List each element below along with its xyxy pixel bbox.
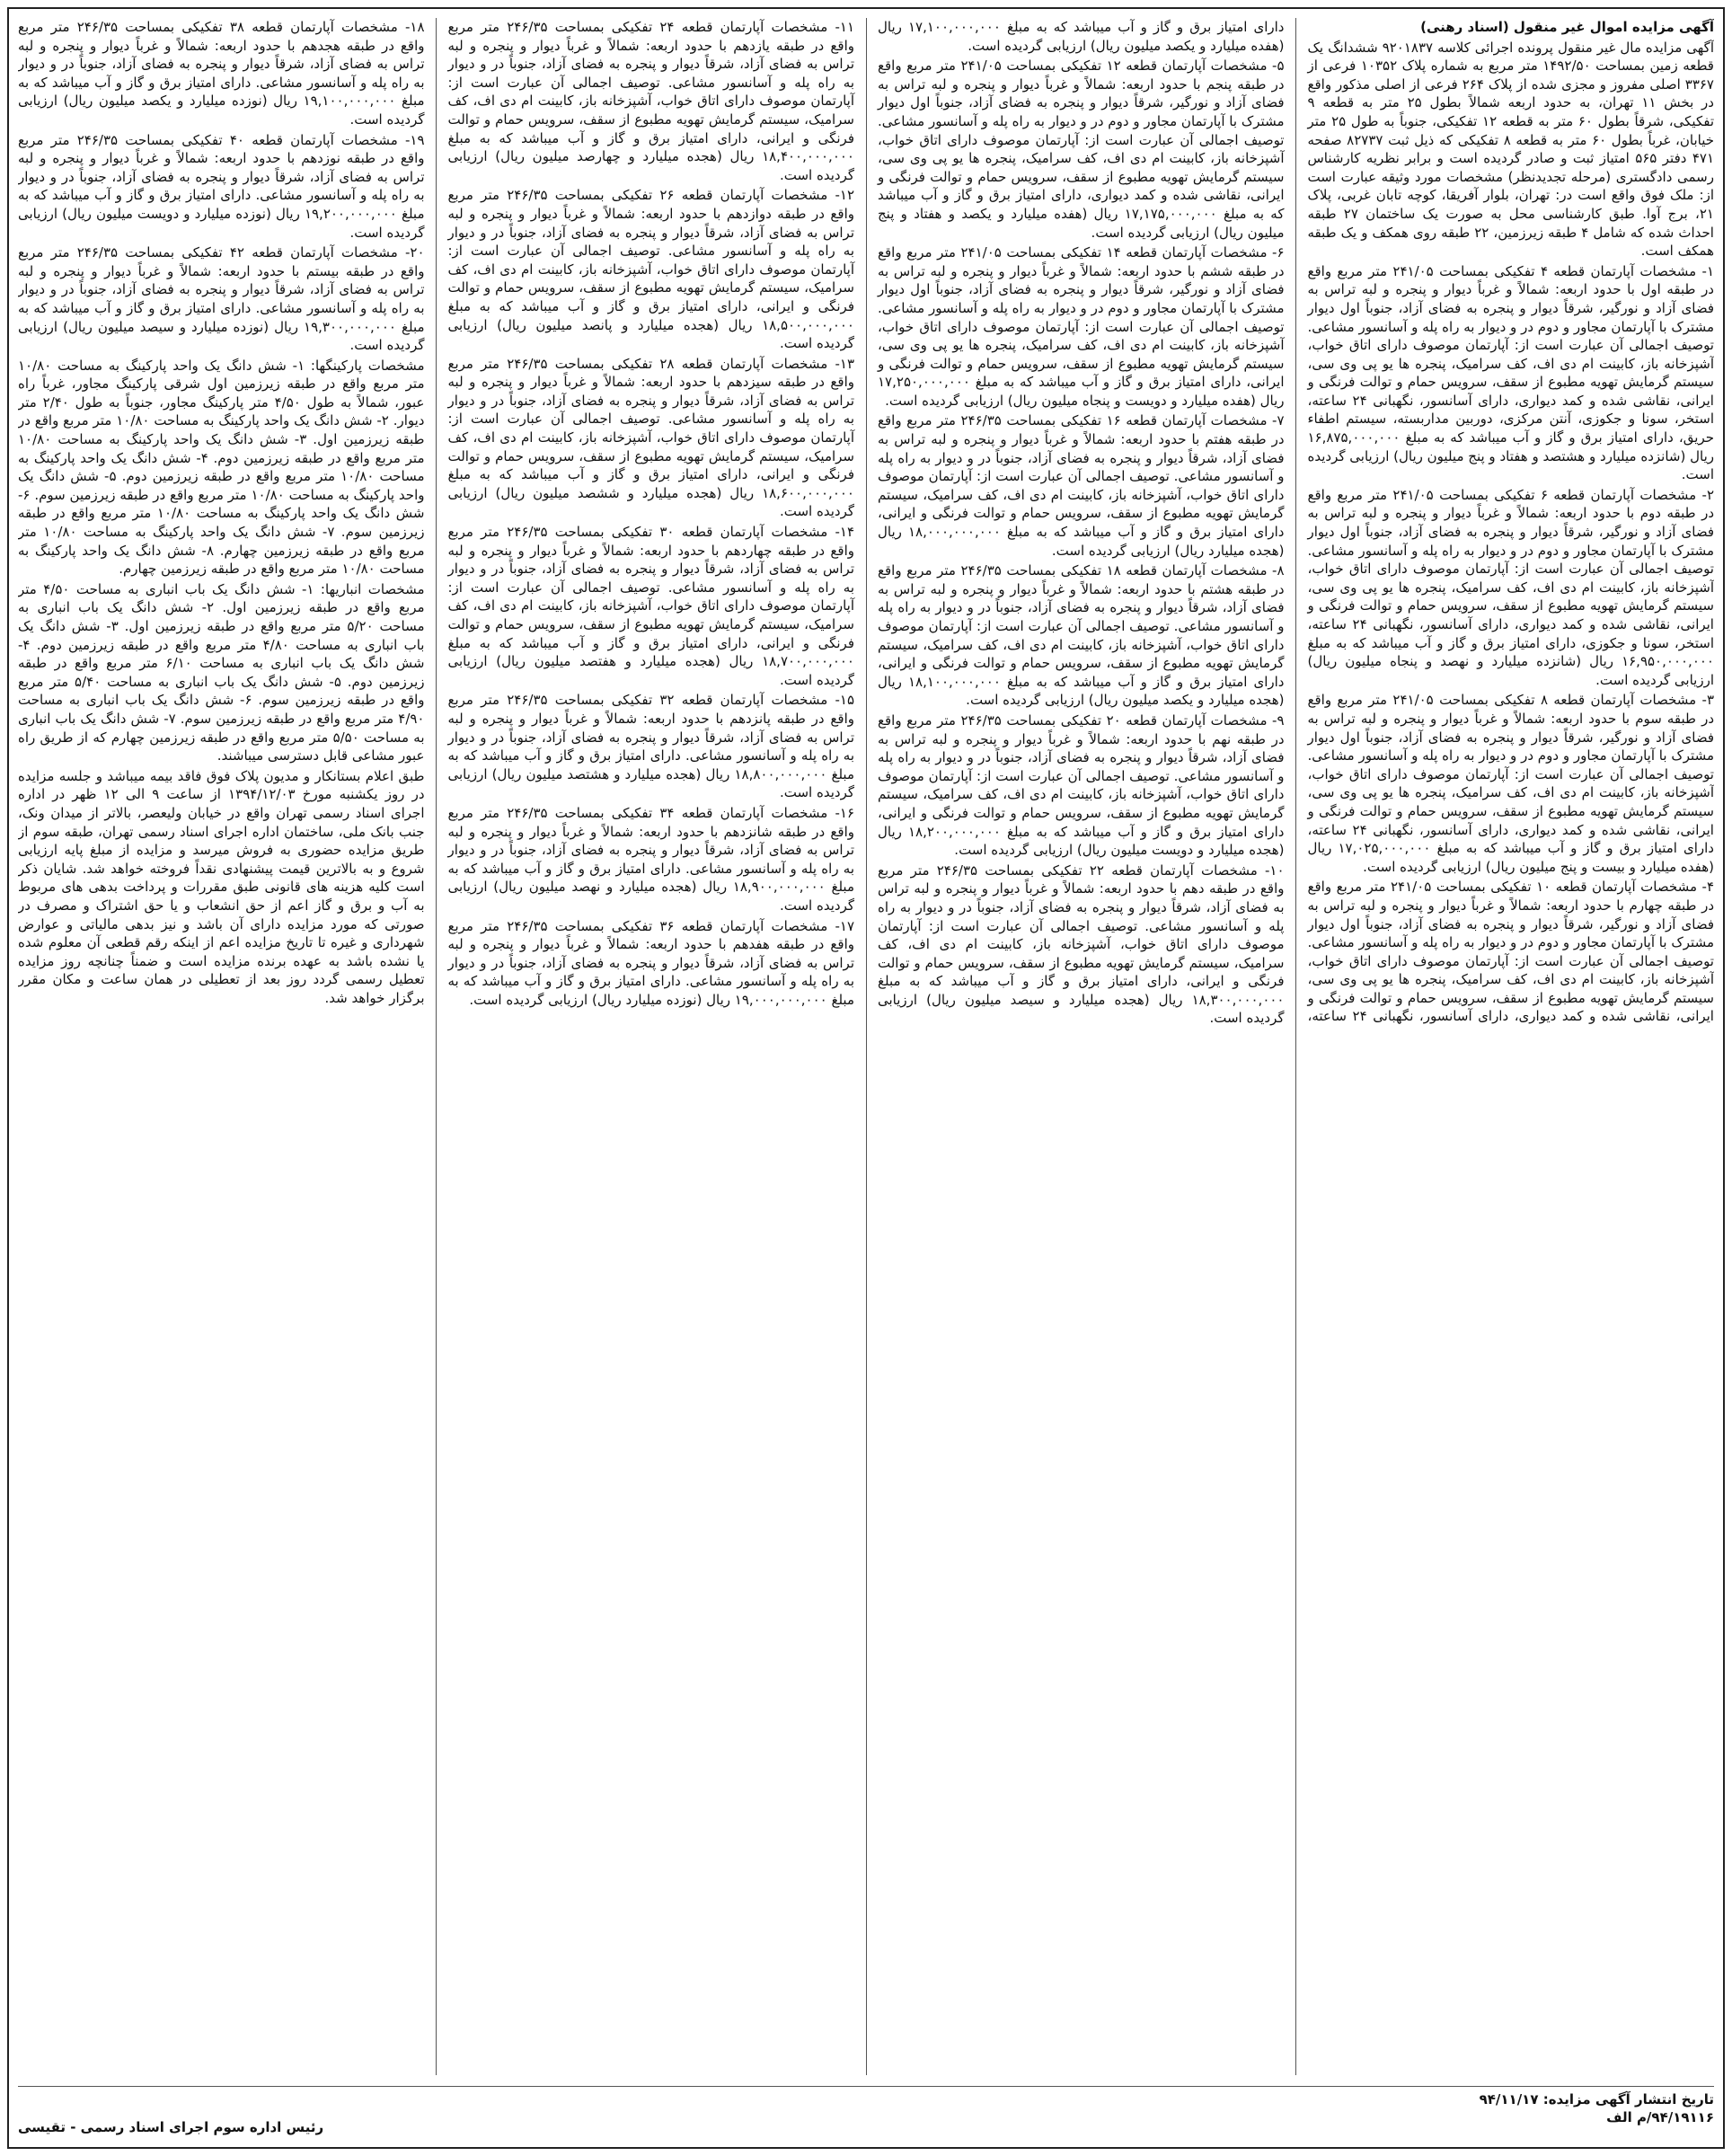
notice-paragraph: ۱۳- مشخصات آپارتمان قطعه ۲۸ تفکیکی بمساحت ۲۴۶/۳۵ متر مربع واقع در طبقه سیزدهم با حدود اربعه: شمالاً و غرباً دیوار و پنجره و لبه تراس به فضای آزاد، شرقاً دیوار و پنجره به فضای آزاد، جنوباً در و دیوار به راه پله و آسانسور مشاعی. توصیف اجمالی آن عبارت است از: آپارتمان موصوف دارای اتاق خواب، آشپزخانه باز، کابینت ام دی اف، کف سرامیک، سیستم گرمایش تهویه مطبوع از سقف، سرویس حمام و توالت فرنگی و ایرانی، دارای امتیاز برق و گاز و آب میباشد که به مبلغ ۱۸,۶۰۰,۰۰۰,۰۰۰ ریال (هجده میلیارد و ششصد میلیون ریال) ارزیابی گردیده است. — [447, 355, 855, 520]
notice-title: آگهی مزایده اموال غیر منقول (اسناد رهنی) — [1420, 19, 1714, 35]
notice-paragraph: ۶- مشخصات آپارتمان قطعه ۱۴ تفکیکی بمساحت ۲۴۱/۰۵ متر مربع واقع در طبقه ششم با حدود اربعه: شمالاً و غرباً دیوار و پنجره و لبه تراس به فضای آزاد و نورگیر، شرقاً دیوار و پنجره به فضای آزاد، جنوباً اول دیوار مشترک با آپارتمان مجاور و دوم در و دیوار به راه پله و آسانسور مشاعی. توصیف اجمالی آن عبارت است از: آپارتمان موصوف دارای اتاق خواب، آشپزخانه باز، کابینت ام دی اف، کف سرامیک، پنجره ها یو پی وی سی، سیستم گرمایش تهویه مطبوع از سقف، سرویس حمام و توالت فرنگی و ایرانی، دارای امتیاز برق و گاز و آب میباشد که به مبلغ ۱۷,۲۵۰,۰۰۰,۰۰۰ ریال (هفده میلیارد و دویست و پنجاه میلیون ریال) ارزیابی گردیده است. — [878, 244, 1285, 409]
notice-footer — [18, 2086, 1714, 2140]
notice-intro: آگهی مزایده مال غیر منقول پرونده اجرائی کلاسه ۹۲۰۱۸۳۷ ششدانگ یک قطعه زمین بمساحت ۱۴۹۲/۵۰ متر مربع به شماره پلاک ۱۰۳۵۲ فرعی از ۳۳۶۷ اصلی مفروز و مجزی شده از پلاک ۲۶۴ فرعی از اصلی مذکور واقع در بخش ۱۱ تهران، به حدود اربعه شمالاً بطول ۲۵ متر به قطعه ۹ تفکیکی، شرقاً بطول ۶۰ متر به قطعه ۱۲ تفکیکی، جنوباً به طول ۲۵ متر خیابان، غرباً بطول ۶۰ متر به قطعه ۸ تفکیکی که ذیل ثبت ۸۲۷۳۷ صفحه ۴۷۱ دفتر ۵۶۵ امتیاز ثبت و صادر گردیده است و برابر نظریه کارشناس رسمی دادگستری (مرحله تجدیدنظر) مشخصات مورد وثیقه عبارت است از: ملک فوق واقع است در: تهران، بلوار آفریقا، کوچه تابان غربی، پلاک ۲۱، برج آوا. طبق کارشناسی محل به صورت یک ساختمان ۲۷ طبقه احداث شده که شامل ۴ طبقه زیرزمین، ۲۲ طبقه روی همکف و یک طبقه همکف است. — [1307, 39, 1714, 260]
notice-paragraph: ۱۲- مشخصات آپارتمان قطعه ۲۶ تفکیکی بمساحت ۲۴۶/۳۵ متر مربع واقع در طبقه دوازدهم با حدود اربعه: شمالاً و غرباً دیوار و پنجره و لبه تراس به فضای آزاد، شرقاً دیوار و پنجره به فضای آزاد، جنوباً در و دیوار به راه پله و آسانسور مشاعی. توصیف اجمالی آن عبارت است از: آپارتمان موصوف دارای اتاق خواب، آشپزخانه باز، کابینت ام دی اف، کف سرامیک، سیستم گرمایش تهویه مطبوع از سقف، سرویس حمام و توالت فرنگی و ایرانی، دارای امتیاز برق و گاز و آب میباشد که به مبلغ ۱۸,۵۰۰,۰۰۰,۰۰۰ ریال (هجده میلیارد و پانصد میلیون ریال) ارزیابی گردیده است. — [447, 187, 855, 352]
notice-paragraph: ۳- مشخصات آپارتمان قطعه ۸ تفکیکی بمساحت ۲۴۱/۰۵ متر مربع واقع در طبقه سوم با حدود اربعه: شمالاً و غرباً دیوار و پنجره و لبه تراس به فضای آزاد و نورگیر، شرقاً دیوار و پنجره به فضای آزاد، جنوباً اول دیوار مشترک با آپارتمان مجاور و دوم در و دیوار به راه پله و آسانسور مشاعی. توصیف اجمالی آن عبارت است از: آپارتمان موصوف دارای اتاق خواب، آشپزخانه باز، کابینت ام دی اف، کف سرامیک، پنجره ها یو پی وی سی، سیستم گرمایش تهویه مطبوع از سقف، سرویس حمام و توالت فرنگی و ایرانی، نقاشی شده و کمد دیواری، دارای آسانسور، نگهبانی ۲۴ ساعته، دارای امتیاز برق و گاز و آب میباشد که به مبلغ ۱۷,۰۲۵,۰۰۰,۰۰۰ ریال (هفده میلیارد و بیست و پنج میلیون ریال) ارزیابی گردیده است. — [1307, 692, 1714, 875]
notice-code: ۹۴/۱۹۱۱۶/م الف — [1606, 2109, 1714, 2125]
publish-date: تاریخ انتشار آگهی مزایده: ۹۴/۱۱/۱۷ — [1479, 2091, 1714, 2107]
notice-body — [18, 18, 1714, 2075]
notice-paragraph: مشخصات پارکینگها: ۱- شش دانگ یک واحد پارکینگ به مساحت ۱۰/۸۰ متر مربع واقع در طبقه زیرزمین اول شرقی پارکینگ مجاور، غرباً راه عبور، شمالاً به طول ۴/۵۰ متر پارکینگ مجاور، جنوباً به طول ۲/۴۰ متر دیوار. ۲- شش دانگ یک واحد پارکینگ به مساحت ۱۰/۸۰ متر مربع واقع در طبقه زیرزمین اول. ۳- شش دانگ یک واحد پارکینگ به مساحت ۱۰/۸۰ متر مربع واقع در طبقه زیرزمین دوم. ۴- شش دانگ یک واحد پارکینگ به مساحت ۱۰/۸۰ متر مربع واقع در طبقه زیرزمین دوم. ۵- شش دانگ یک واحد پارکینگ به مساحت ۱۰/۸۰ متر مربع واقع در طبقه زیرزمین سوم. ۶- شش دانگ یک واحد پارکینگ به مساحت ۱۰/۸۰ متر مربع واقع در طبقه زیرزمین سوم. ۷- شش دانگ یک واحد پارکینگ به مساحت ۱۰/۸۰ متر مربع واقع در طبقه زیرزمین چهارم. ۸- شش دانگ یک واحد پارکینگ به مساحت ۱۰/۸۰ متر مربع واقع در طبقه زیرزمین چهارم. — [18, 357, 425, 578]
notice-paragraph: ۲۰- مشخصات آپارتمان قطعه ۴۲ تفکیکی بمساحت ۲۴۶/۳۵ متر مربع واقع در طبقه بیستم با حدود اربعه: شمالاً و غرباً دیوار و پنجره و لبه تراس به فضای آزاد، شرقاً دیوار و پنجره به فضای آزاد، جنوباً در و دیوار به راه پله و آسانسور مشاعی. دارای امتیاز برق و گاز و آب میباشد که به مبلغ ۱۹,۳۰۰,۰۰۰,۰۰۰ ریال (نوزده میلیارد و سیصد میلیون ریال) ارزیابی گردیده است. — [18, 244, 425, 354]
notice-paragraph: ۱۶- مشخصات آپارتمان قطعه ۳۴ تفکیکی بمساحت ۲۴۶/۳۵ متر مربع واقع در طبقه شانزدهم با حدود اربعه: شمالاً و غرباً دیوار و پنجره و لبه تراس به فضای آزاد، شرقاً دیوار و پنجره به فضای آزاد، جنوباً در و دیوار به راه پله و آسانسور مشاعی. دارای امتیاز برق و گاز و آب میباشد که به مبلغ ۱۸,۹۰۰,۰۰۰,۰۰۰ ریال (هجده میلیارد و نهصد میلیون ریال) ارزیابی گردیده است. — [447, 804, 855, 914]
notice-paragraph: ۷- مشخصات آپارتمان قطعه ۱۶ تفکیکی بمساحت ۲۴۶/۳۵ متر مربع واقع در طبقه هفتم با حدود اربعه: شمالاً و غرباً دیوار و پنجره و لبه تراس به فضای آزاد، شرقاً دیوار و پنجره به فضای آزاد، جنوباً در و دیوار به راه پله و آسانسور مشاعی. توصیف اجمالی آن عبارت است از: آپارتمان موصوف دارای اتاق خواب، آشپزخانه باز، کابینت ام دی اف، کف سرامیک، سیستم گرمایش تهویه مطبوع از سقف، سرویس حمام و توالت فرنگی و ایرانی، دارای امتیاز برق و گاز و آب میباشد که به مبلغ ۱۸,۰۰۰,۰۰۰,۰۰۰ ریال (هجده میلیارد ریال) ارزیابی گردیده است. — [878, 412, 1285, 559]
notice-paragraph: ۸- مشخصات آپارتمان قطعه ۱۸ تفکیکی بمساحت ۲۴۶/۳۵ متر مربع واقع در طبقه هشتم با حدود اربعه: شمالاً و غرباً دیوار و پنجره و لبه تراس به فضای آزاد، شرقاً دیوار و پنجره به فضای آزاد، جنوباً در و دیوار به راه پله و آسانسور مشاعی. توصیف اجمالی آن عبارت است از: آپارتمان موصوف دارای اتاق خواب، آشپزخانه باز، کابینت ام دی اف، کف سرامیک، سیستم گرمایش تهویه مطبوع از سقف، سرویس حمام و توالت فرنگی و ایرانی، دارای امتیاز برق و گاز و آب میباشد که به مبلغ ۱۸,۱۰۰,۰۰۰,۰۰۰ ریال (هجده میلیارد و یکصد میلیون ریال) ارزیابی گردیده است. — [878, 562, 1285, 709]
notice-paragraph: ۱۸- مشخصات آپارتمان قطعه ۳۸ تفکیکی بمساحت ۲۴۶/۳۵ متر مربع واقع در طبقه هجدهم با حدود اربعه: شمالاً و غرباً دیوار و پنجره و لبه تراس به فضای آزاد، شرقاً دیوار و پنجره به فضای آزاد، جنوباً در و دیوار به راه پله و آسانسور مشاعی. دارای امتیاز برق و گاز و آب میباشد که به مبلغ ۱۹,۱۰۰,۰۰۰,۰۰۰ ریال (نوزده میلیارد و یکصد میلیون ریال) ارزیابی گردیده است. — [18, 19, 425, 128]
notice-paragraph: ۱۵- مشخصات آپارتمان قطعه ۳۲ تفکیکی بمساحت ۲۴۶/۳۵ متر مربع واقع در طبقه پانزدهم با حدود اربعه: شمالاً و غرباً دیوار و پنجره و لبه تراس به فضای آزاد، شرقاً دیوار و پنجره به فضای آزاد، جنوباً در و دیوار به راه پله و آسانسور مشاعی. دارای امتیاز برق و گاز و آب میباشد که به مبلغ ۱۸,۸۰۰,۰۰۰,۰۰۰ ریال (هجده میلیارد و هشتصد میلیون ریال) ارزیابی گردیده است. — [447, 692, 855, 801]
notice-sheet — [7, 7, 1725, 2149]
notice-paragraph: ۱۰- مشخصات آپارتمان قطعه ۲۲ تفکیکی بمساحت ۲۴۶/۳۵ متر مربع واقع در طبقه دهم با حدود اربعه: شمالاً و غرباً دیوار و پنجره و لبه تراس به فضای آزاد، شرقاً دیوار و پنجره به فضای آزاد، جنوباً در و دیوار به راه پله و آسانسور مشاعی. توصیف اجمالی آن عبارت است از: آپارتمان موصوف دارای اتاق خواب، آشپزخانه باز، کابینت ام دی اف، کف سرامیک، سیستم گرمایش تهویه مطبوع از سقف، سرویس حمام و توالت فرنگی و ایرانی، دارای امتیاز برق و گاز و آب میباشد که به مبلغ ۱۸,۳۰۰,۰۰۰,۰۰۰ ریال (هجده میلیارد و سیصد میلیون ریال) ارزیابی گردیده است. — [878, 862, 1285, 1027]
notice-paragraph: ۱- مشخصات آپارتمان قطعه ۴ تفکیکی بمساحت ۲۴۱/۰۵ متر مربع واقع در طبقه اول با حدود اربعه: شمالاً و غرباً دیوار و پنجره و لبه تراس به فضای آزاد و نورگیر، شرقاً دیوار و پنجره به فضای آزاد، جنوباً اول دیوار مشترک با آپارتمان مجاور و دوم در و دیوار به راه پله و آسانسور مشاعی. توصیف اجمالی آن عبارت است از: آپارتمان موصوف دارای اتاق خواب، آشپزخانه باز، کابینت ام دی اف، کف سرامیک، پنجره ها یو پی وی سی، سیستم گرمایش تهویه مطبوع از سقف، سرویس حمام و توالت فرنگی و ایرانی، نقاشی شده و کمد دیواری، دارای آسانسور، نگهبانی ۲۴ ساعته، استخر، سونا و جکوزی، آنتن مرکزی، دوربین مداربسته، سیستم اطفاء حریق، دارای امتیاز برق و گاز و آب میباشد که به مبلغ ۱۶,۸۷۵,۰۰۰,۰۰۰ ریال (شانزده میلیارد و هشتصد و هفتاد و پنج میلیون ریال) ارزیابی گردیده است. — [1307, 262, 1714, 483]
notice-paragraph: ۵- مشخصات آپارتمان قطعه ۱۲ تفکیکی بمساحت ۲۴۱/۰۵ متر مربع واقع در طبقه پنجم با حدود اربعه: شمالاً و غرباً دیوار و پنجره و لبه تراس به فضای آزاد و نورگیر، شرقاً دیوار و پنجره به فضای آزاد، جنوباً اول دیوار مشترک با آپارتمان مجاور و دوم در و دیوار به راه پله و آسانسور مشاعی. توصیف اجمالی آن عبارت است از: آپارتمان موصوف دارای اتاق خواب، آشپزخانه باز، کابینت ام دی اف، کف سرامیک، پنجره ها یو پی وی سی، سیستم گرمایش تهویه مطبوع از سقف، سرویس حمام و توالت فرنگی و ایرانی، نقاشی شده و کمد دیواری، دارای امتیاز برق و گاز و آب میباشد که به مبلغ ۱۷,۱۷۵,۰۰۰,۰۰۰ ریال (هفده میلیارد و یکصد و هفتاد و پنج میلیون ریال) ارزیابی گردیده است. — [878, 57, 1285, 241]
notice-paragraph: ۱۷- مشخصات آپارتمان قطعه ۳۶ تفکیکی بمساحت ۲۴۶/۳۵ متر مربع واقع در طبقه هفدهم با حدود اربعه: شمالاً و غرباً دیوار و پنجره و لبه تراس به فضای آزاد، شرقاً دیوار و پنجره به فضای آزاد، جنوباً در و دیوار به راه پله و آسانسور مشاعی. دارای امتیاز برق و گاز و آب میباشد که به مبلغ ۱۹,۰۰۰,۰۰۰,۰۰۰ ریال (نوزده میلیارد ریال) ارزیابی گردیده است. — [447, 917, 855, 1008]
notice-paragraph: ۹- مشخصات آپارتمان قطعه ۲۰ تفکیکی بمساحت ۲۴۶/۳۵ متر مربع واقع در طبقه نهم با حدود اربعه: شمالاً و غرباً دیوار و پنجره و لبه تراس به فضای آزاد، شرقاً دیوار و پنجره به فضای آزاد، جنوباً در و دیوار به راه پله و آسانسور مشاعی. توصیف اجمالی آن عبارت است از: آپارتمان موصوف دارای اتاق خواب، آشپزخانه باز، کابینت ام دی اف، کف سرامیک، سیستم گرمایش تهویه مطبوع از سقف، سرویس حمام و توالت فرنگی و ایرانی، دارای امتیاز برق و گاز و آب میباشد که به مبلغ ۱۸,۲۰۰,۰۰۰,۰۰۰ ریال (هجده میلیارد و دویست میلیون ریال) ارزیابی گردیده است. — [878, 711, 1285, 859]
notice-paragraph: ۲- مشخصات آپارتمان قطعه ۶ تفکیکی بمساحت ۲۴۱/۰۵ متر مربع واقع در طبقه دوم با حدود اربعه: شمالاً و غرباً دیوار و پنجره و لبه تراس به فضای آزاد و نورگیر، شرقاً دیوار و پنجره به فضای آزاد، جنوباً اول دیوار مشترک با آپارتمان مجاور و دوم در و دیوار به راه پله و آسانسور مشاعی. توصیف اجمالی آن عبارت است از: آپارتمان موصوف دارای اتاق خواب، آشپزخانه باز، کابینت ام دی اف، کف سرامیک، پنجره ها یو پی وی سی، سیستم گرمایش تهویه مطبوع از سقف، سرویس حمام و توالت فرنگی و ایرانی، نقاشی شده و کمد دیواری، دارای آسانسور، نگهبانی ۲۴ ساعته، استخر، سونا و جکوزی، دارای امتیاز برق و گاز و آب میباشد که به مبلغ ۱۶,۹۵۰,۰۰۰,۰۰۰ ریال (شانزده میلیارد و نهصد و پنجاه میلیون ریال) ارزیابی گردیده است. — [1307, 486, 1714, 688]
notice-paragraph: مشخصات انباریها: ۱- شش دانگ یک باب انباری به مساحت ۴/۵۰ متر مربع واقع در طبقه زیرزمین اول. ۲- شش دانگ یک باب انباری به مساحت ۵/۲۰ متر مربع واقع در طبقه زیرزمین اول. ۳- شش دانگ یک باب انباری به مساحت ۴/۸۰ متر مربع واقع در طبقه زیرزمین دوم. ۴- شش دانگ یک باب انباری به مساحت ۶/۱۰ متر مربع واقع در طبقه زیرزمین دوم. ۵- شش دانگ یک باب انباری به مساحت ۵/۴۰ متر مربع واقع در طبقه زیرزمین سوم. ۶- شش دانگ یک باب انباری به مساحت ۴/۹۰ متر مربع واقع در طبقه زیرزمین سوم. ۷- شش دانگ یک باب انباری به مساحت ۵/۵۰ متر مربع واقع در طبقه زیرزمین چهارم که از طریق راه عبور مشاعی قابل دسترسی میباشند. — [18, 580, 425, 764]
notice-paragraph: طبق اعلام بستانکار و مدیون پلاک فوق فاقد بیمه میباشد و جلسه مزایده در روز یکشنبه مورخ ۱۳۹۴/۱۲/۰۳ از ساعت ۹ الی ۱۲ ظهر در اداره اجرای اسناد رسمی تهران واقع در خیابان ولیعصر، بالاتر از میدان ونک، جنب بانک ملی، ساختمان اداره اجرای اسناد رسمی تهران، طبقه سوم از طریق مزایده حضوری به فروش میرسد و مزایده از مبلغ پایه ارزیابی شروع و به بالاترین قیمت پیشنهادی نقداً فروخته خواهد شد. شایان ذکر است کلیه هزینه های قانونی طبق مقررات و پرداخت بدهی های مربوط به آب و برق و گاز اعم از حق انشعاب و یا حق اشتراک و مصرف در صورتی که مورد مزایده دارای آن باشد و نیز بدهی مالیاتی و عوارض شهرداری و غیره تا تاریخ مزایده اعم از اینکه رقم قطعی آن معلوم شده یا نشده باشد به عهده برنده مزایده است و ضمناً چنانچه روز مزایده تعطیل رسمی گردد روز بعد از تعطیلی در همان ساعت و مکان مقرر برگزار خواهد شد. — [18, 767, 425, 1006]
notice-paragraph: ۱۴- مشخصات آپارتمان قطعه ۳۰ تفکیکی بمساحت ۲۴۶/۳۵ متر مربع واقع در طبقه چهاردهم با حدود اربعه: شمالاً و غرباً دیوار و پنجره و لبه تراس به فضای آزاد، شرقاً دیوار و پنجره به فضای آزاد، جنوباً در و دیوار به راه پله و آسانسور مشاعی. توصیف اجمالی آن عبارت است از: آپارتمان موصوف دارای اتاق خواب، آشپزخانه باز، کابینت ام دی اف، کف سرامیک، سیستم گرمایش تهویه مطبوع از سقف، سرویس حمام و توالت فرنگی و ایرانی، دارای امتیاز برق و گاز و آب میباشد که به مبلغ ۱۸,۷۰۰,۰۰۰,۰۰۰ ریال (هجده میلیارد و هفتصد میلیون ریال) ارزیابی گردیده است. — [447, 524, 855, 688]
signature-line: رئیس اداره سوم اجرای اسناد رسمی - تقیسی — [18, 2119, 324, 2135]
notice-paragraph: ۱۹- مشخصات آپارتمان قطعه ۴۰ تفکیکی بمساحت ۲۴۶/۳۵ متر مربع واقع در طبقه نوزدهم با حدود اربعه: شمالاً و غرباً دیوار و پنجره و لبه تراس به فضای آزاد، شرقاً دیوار و پنجره به فضای آزاد، جنوباً در و دیوار به راه پله و آسانسور مشاعی. دارای امتیاز برق و گاز و آب میباشد که به مبلغ ۱۹,۲۰۰,۰۰۰,۰۰۰ ریال (نوزده میلیارد و دویست میلیون ریال) ارزیابی گردیده است. — [18, 131, 425, 241]
notice-paragraph: ۱۱- مشخصات آپارتمان قطعه ۲۴ تفکیکی بمساحت ۲۴۶/۳۵ متر مربع واقع در طبقه یازدهم با حدود اربعه: شمالاً و غرباً دیوار و پنجره و لبه تراس به فضای آزاد، شرقاً دیوار و پنجره به فضای آزاد، جنوباً در و دیوار به راه پله و آسانسور مشاعی. توصیف اجمالی آن عبارت است از: آپارتمان موصوف دارای اتاق خواب، آشپزخانه باز، کابینت ام دی اف، کف سرامیک، سیستم گرمایش تهویه مطبوع از سقف، سرویس حمام و توالت فرنگی و ایرانی، دارای امتیاز برق و گاز و آب میباشد که به مبلغ ۱۸,۴۰۰,۰۰۰,۰۰۰ ریال (هجده میلیارد و چهارصد میلیون ریال) ارزیابی گردیده است. — [447, 19, 855, 183]
notice-paragraph: ۴- مشخصات آپارتمان قطعه ۱۰ تفکیکی بمساحت ۲۴۱/۰۵ متر مربع واقع در طبقه چهارم با حدود اربعه: شمالاً و غرباً دیوار و پنجره و لبه تراس به فضای آزاد و نورگیر، شرقاً دیوار و پنجره به فضای آزاد، جنوباً اول دیوار مشترک با آپارتمان مجاور و دوم در و دیوار به راه پله و آسانسور مشاعی. توصیف اجمالی آن عبارت است از: آپارتمان موصوف دارای اتاق خواب، آشپزخانه باز، کابینت ام دی اف، کف سرامیک، پنجره ها یو پی وی سی، سیستم گرمایش تهویه مطبوع از سقف، سرویس حمام و توالت فرنگی و ایرانی، نقاشی شده و کمد دیواری، دارای آسانسور، نگهبانی ۲۴ ساعته، دارای امتیاز برق و گاز و آب میباشد که به مبلغ ۱۷,۱۰۰,۰۰۰,۰۰۰ ریال (هفده میلیارد و یکصد میلیون ریال) ارزیابی گردیده است. — [878, 19, 1714, 1025]
